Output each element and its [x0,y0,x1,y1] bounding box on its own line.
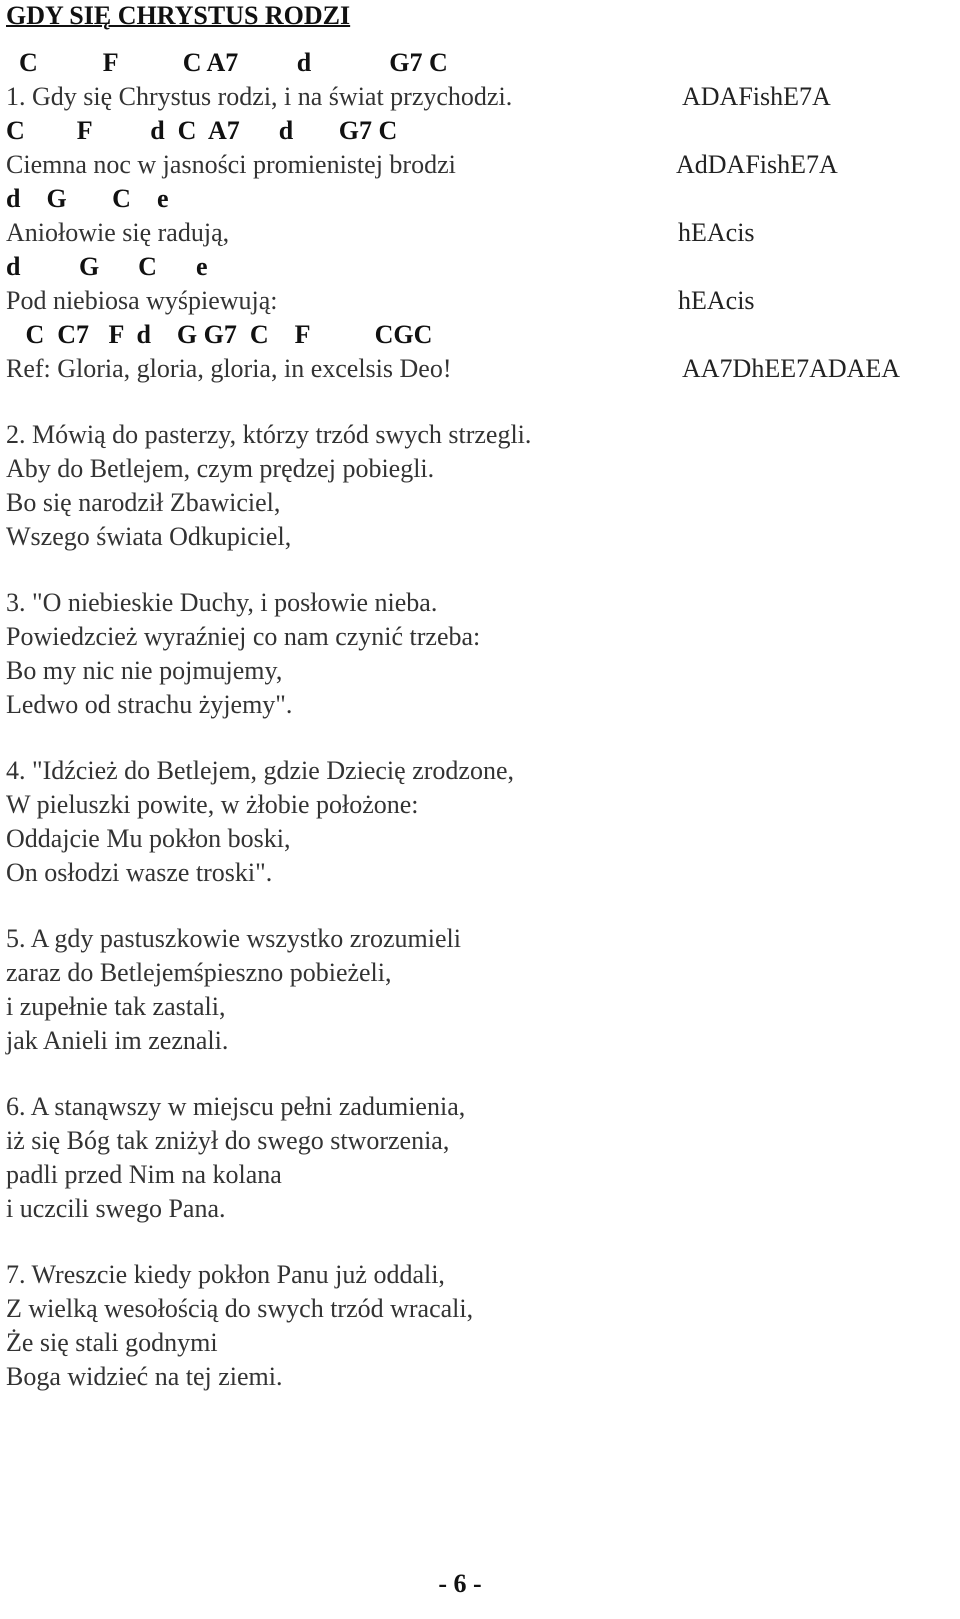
alternate-chords: hEAcis [678,218,755,247]
lyric-line: i uczcili swego Pana. [6,1194,226,1223]
lyric-line: Pod niebiosa wyśpiewują: [6,286,278,315]
lyric-line: Wszego świata Odkupiciel, [6,522,292,551]
lyric-row [6,284,946,318]
chord-line: d G C e [6,184,169,213]
lyric-line: 5. A gdy pastuszkowie wszystko zrozumieli [6,924,461,953]
verse-2 [6,418,906,554]
lyric-line: 1. Gdy się Chrystus rodzi, i na świat przychodzi. [6,82,513,111]
chord-row [6,46,946,80]
lyric-line: iż się Bóg tak zniżył do swego stworzenia, [6,1126,450,1155]
chord-line: C C7 F d G G7 C F CGC [6,320,433,349]
lyric-line: 7. Wreszcie kiedy pokłon Panu już oddali, [6,1260,445,1289]
lyric-line: Bo my nic nie pojmujemy, [6,656,283,685]
verses [6,418,906,1426]
lyric-line: Że się stali godnymi [6,1328,218,1357]
song-title: GDY SIĘ CHRYSTUS RODZI [6,1,351,30]
verse-4 [6,754,906,890]
lyric-line: 3. "O niebieskie Duchy, i posłowie nieba. [6,588,438,617]
lyric-line: 4. "Idźcież do Betlejem, gdzie Dziecię zrodzone, [6,756,514,785]
lyric-line: Boga widzieć na tej ziemi. [6,1362,283,1391]
lyric-line: W pieluszki powite, w żłobie położone: [6,790,419,819]
lyric-line: padli przed Nim na kolana [6,1160,282,1189]
page-number: - 6 - [438,1569,482,1598]
chord-line: C F d C A7 d G7 C [6,116,398,145]
lyric-line: Ledwo od strachu żyjemy". [6,690,293,719]
chord-row [6,114,946,148]
verse-6 [6,1090,906,1226]
alternate-chords: ADAFishE7A [682,82,831,111]
lyric-line: Aby do Betlejem, czym prędzej pobiegli. [6,454,435,483]
lyric-row [6,352,946,386]
chord-row [6,318,946,352]
lyric-line: jak Anieli im zeznali. [6,1026,229,1055]
lyric-row [6,80,946,114]
alternate-chords: AA7DhEE7ADAEA [682,354,901,383]
chord-line: d G C e [6,252,208,281]
lyric-line: On osłodzi wasze troski". [6,858,273,887]
verse-1-with-chords [6,46,946,386]
chord-line: C F C A7 d G7 C [6,48,448,77]
verse-7 [6,1258,906,1394]
lyric-row [6,216,946,250]
alternate-chords: hEAcis [678,286,755,315]
alternate-chords: AdDAFishE7A [676,150,838,179]
lyric-line: Aniołowie się radują, [6,218,230,247]
verse-5 [6,922,906,1058]
lyric-line: 2. Mówią do pasterzy, którzy trzód swych strzegli. [6,420,532,449]
chord-row [6,182,946,216]
lyric-line: Oddajcie Mu pokłon boski, [6,824,291,853]
verse-3 [6,586,906,722]
lyric-line: Bo się narodził Zbawiciel, [6,488,281,517]
lyric-line: 6. A stanąwszy w miejscu pełni zadumienia, [6,1092,466,1121]
lyric-line: Ciemna noc w jasności promienistej brodzi [6,150,456,179]
chord-row [6,250,946,284]
lyric-line: i zupełnie tak zastali, [6,992,226,1021]
lyric-row [6,148,946,182]
lyric-line: Powiedzcież wyraźniej co nam czynić trzeba: [6,622,481,651]
lyric-line: Ref: Gloria, gloria, gloria, in excelsis Deo! [6,354,452,383]
lyric-line: Z wielką wesołością do swych trzód wracali, [6,1294,474,1323]
lyric-line: zaraz do Betlejemśpieszno pobieżeli, [6,958,392,987]
